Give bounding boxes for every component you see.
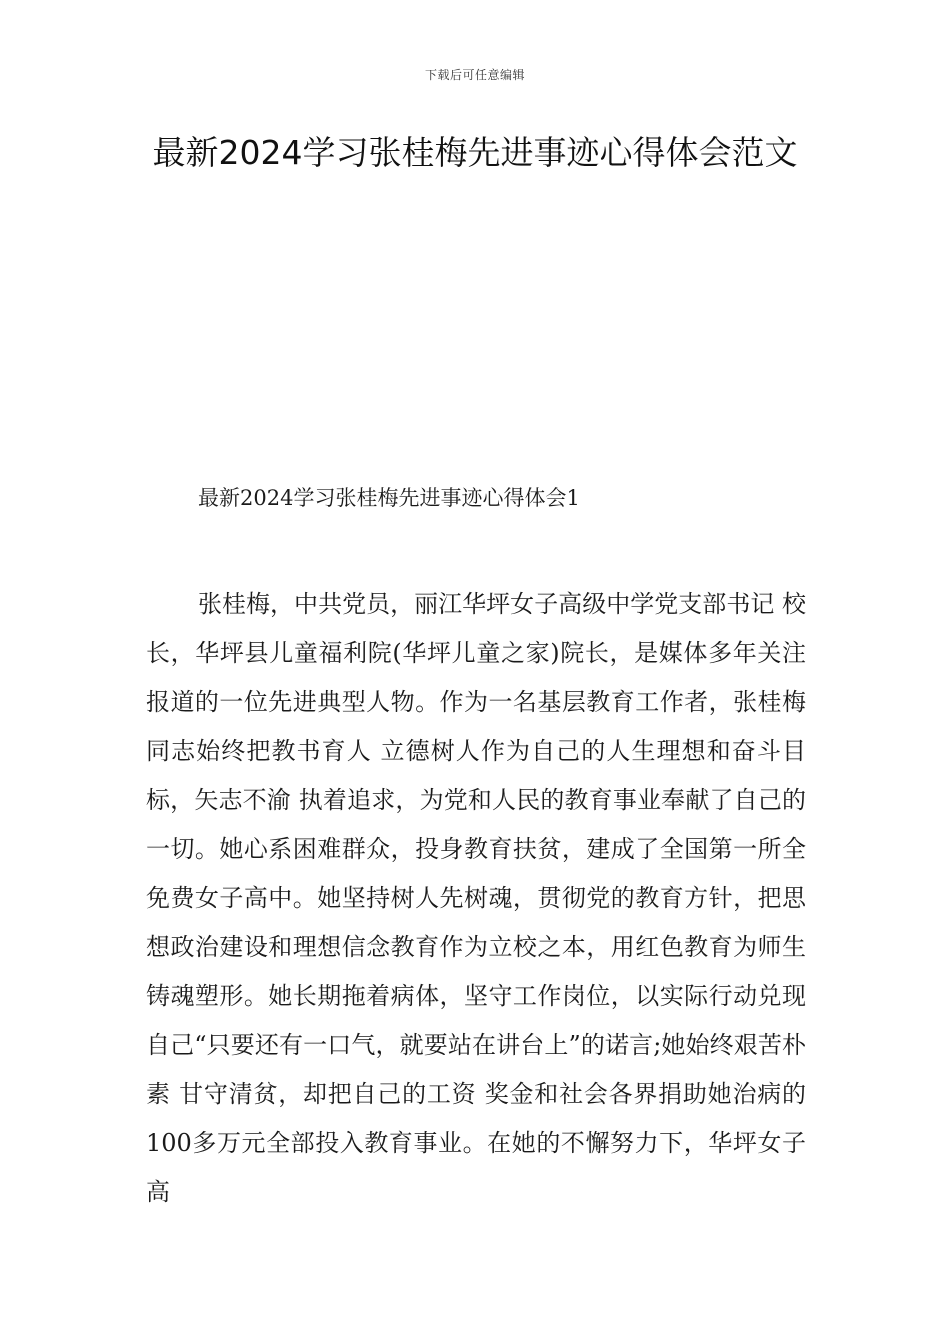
body-paragraph: 张桂梅，中共党员，丽江华坪女子高级中学党支部书记 校长，华坪县儿童福利院(华坪儿童之家)院长，是媒体多年关注报道的一位先进典型人物。作为一名基层教育工作者，张桂梅同志始终把教书育人 立德树人作为自己的人生理想和奋斗目标，矢志不渝 执着追求，为党和人民的教育事业奉献了自己的一切。她心系困难群众，投身教育扶贫，建成了全国第一所全免费女子高中。她坚持树人先树魂，贯彻党的教育方针，把思想政治建设和理想信念教育作为立校之本，用红色教育为师生铸魂塑形。她长期拖着病体，坚守工作岗位，以实际行动兑现自己“只要还有一口气，就要站在讲台上”的诺言;她始终艰苦朴素 甘守清贫，却把自己的工资 奖金和社会各界捐助她治病的100多万元全部投入教育事业。在她的不懈努力下，华坪女子高 (146, 590, 806, 1206)
section-heading: 最新2024学习张桂梅先进事迹心得体会1 (198, 486, 580, 510)
document-title: 最新2024学习张桂梅先进事迹心得体会范文 (152, 133, 798, 172)
header-note: 下载后可任意编辑 (424, 68, 525, 82)
